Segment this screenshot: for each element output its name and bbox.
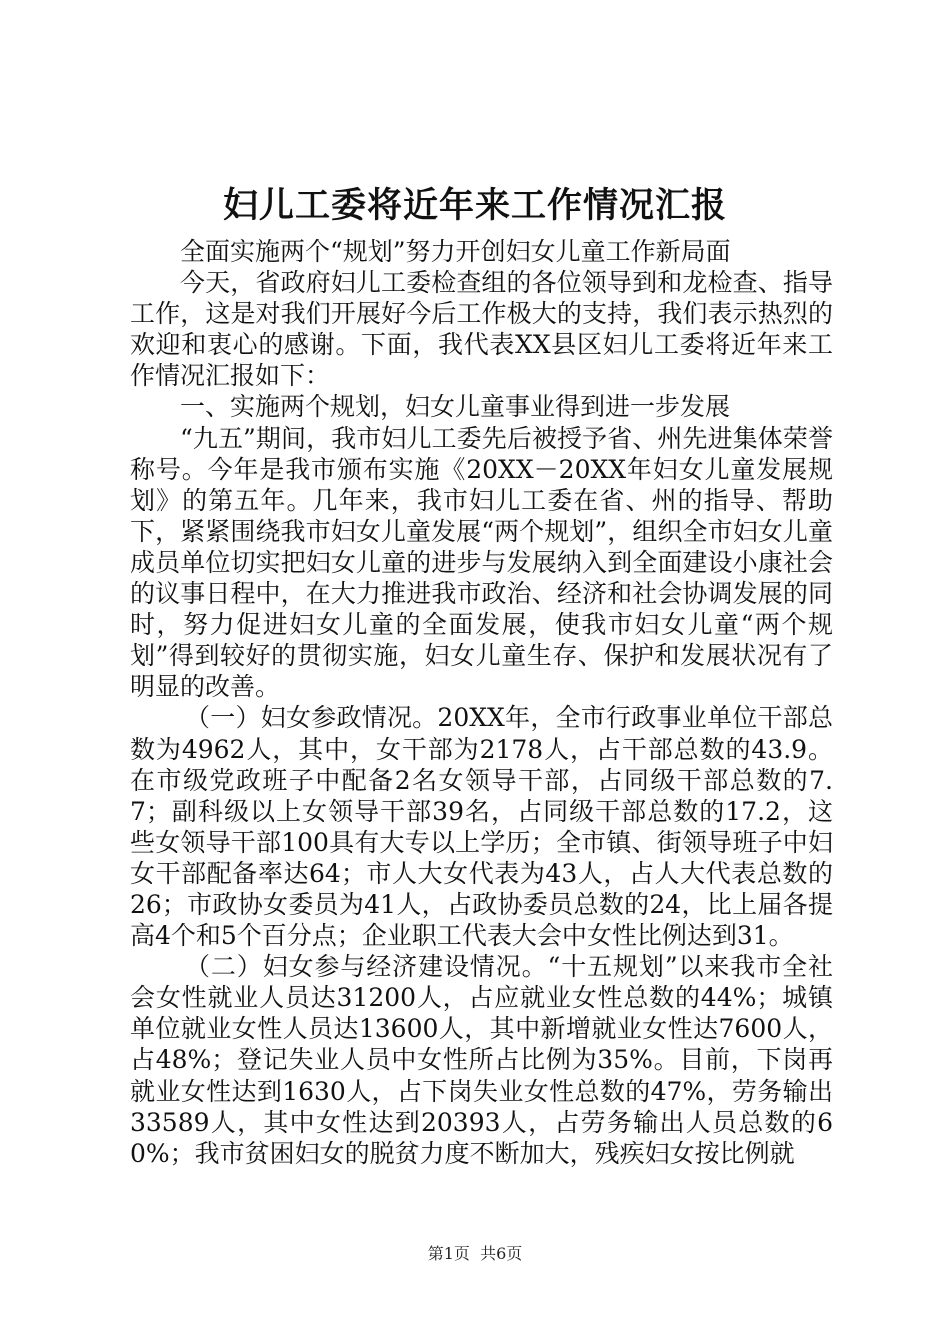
subtitle-paragraph: 全面实施两个“规划”努力开创妇女儿童工作新局面 (180, 237, 731, 266)
intro-paragraph: 今天，省政府妇儿工委检查组的各位领导到和龙检查、指导工作，这是对我们开展好今后工作极大的支持，我们表示热烈的欢迎和衷心的感谢。下面，我代表XX县区妇儿工委将近年来工作情况汇报如下： (130, 268, 833, 391)
document-body (130, 236, 833, 1169)
body-paragraph: （二）妇女参与经济建设情况。“十五规划”以来我市全社会女性就业人员达31200人，占应就业女性总数的44%；城镇单位就业女性人员达13600人，其中新增就业女性达7600人，占48%；登记失业人员中女性所占比例为35%。目前，下岗再就业女性达到1630人，占下岗失业女性总数的47%，劳务输出33589人，其中女性达到20393人，占劳务输出人员总数的60%；我市贫困妇女的脱贫力度不断加大，残疾妇女按比例就 (130, 952, 833, 1168)
page-footer (0, 1243, 950, 1265)
body-paragraph: “九五”期间，我市妇儿工委先后被授予省、州先进集体荣誉称号。今年是我市颁布实施《20XX－20XX年妇女儿童发展规划》的第五年。几年来，我市妇儿工委在省、州的指导、帮助下，紧紧围绕我市妇女儿童发展“两个规划”，组织全市妇女儿童成员单位切实把妇女儿童的进步与发展纳入到全面建设小康社会的议事日程中，在大力推进我市政治、经济和社会协调发展的同时，努力促进妇女儿童的全面发展，使我市妇女儿童“两个规划”得到较好的贯彻实施，妇女儿童生存、保护和发展状况有了明显的改善。 (130, 423, 833, 702)
body-paragraph: （一）妇女参政情况。20XX年，全市行政事业单位干部总数为4962人，其中，女干部为2178人，占干部总数的43.9。在市级党政班子中配备2名女领导干部，占同级干部总数的7.7；副科级以上女领导干部39名，占同级干部总数的17.2，这些女领导干部100具有大专以上学历；全市镇、街领导班子中妇女干部配备率达64；市人大女代表为43人，占人大代表总数的26；市政协女委员为41人，占政协委员总数的24，比上届各提高4个和5个百分点；企业职工代表大会中女性比例达到31。 (130, 703, 833, 951)
page-number: 第1页 (427, 1244, 470, 1263)
section-heading: 一、实施两个规划，妇女儿童事业得到进一步发展 (180, 392, 731, 422)
page-total: 共6页 (480, 1244, 523, 1263)
page-title: 妇儿工委将近年来工作情况汇报 (222, 185, 727, 226)
